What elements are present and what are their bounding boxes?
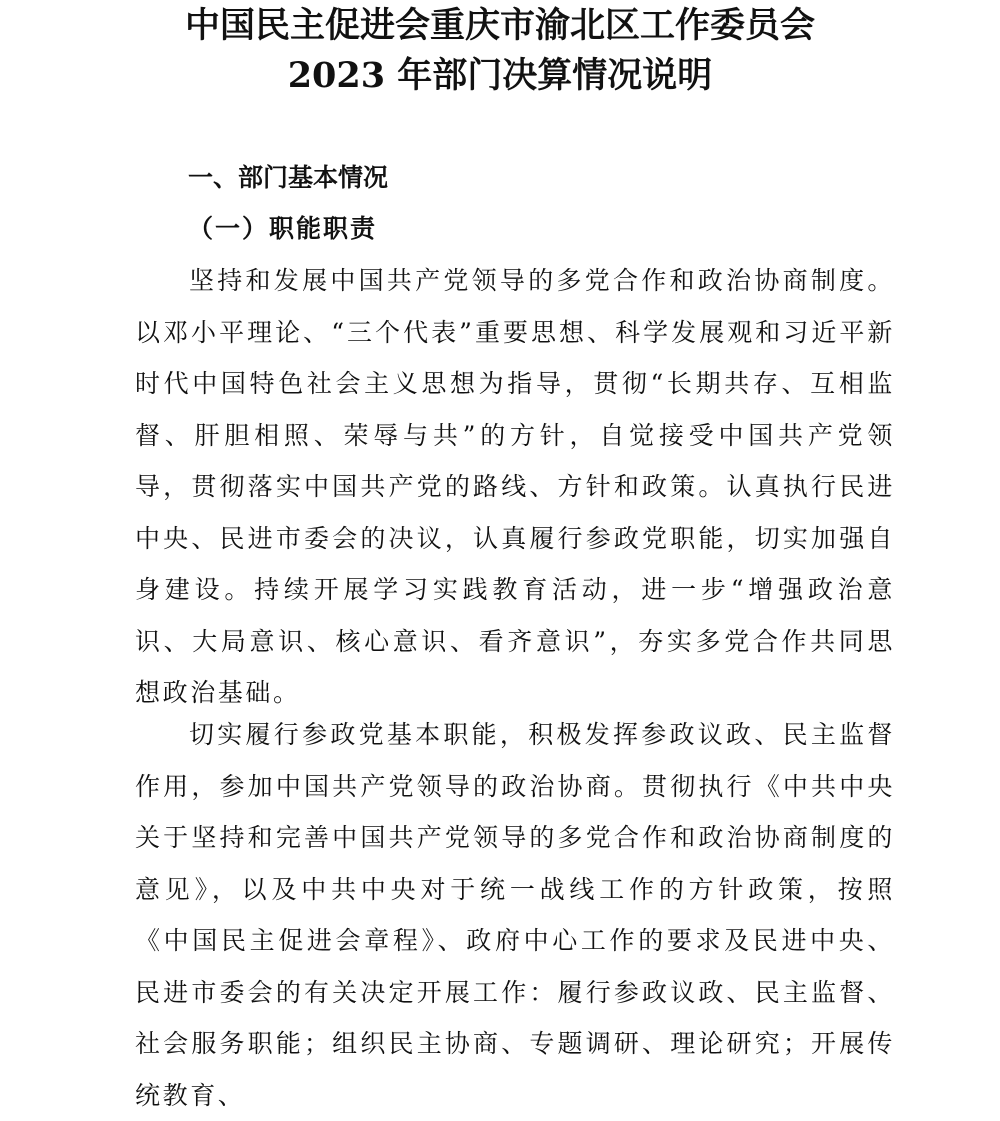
subsection-heading-functions: （一）职能职责 xyxy=(188,214,378,243)
body-paragraph-2: 切实履行参政党基本职能，积极发挥参政议政、民主监督作用，参加中国共产党领导的政治协商。贯彻执行《中共中央关于坚持和完善中国共产党领导的多党合作和政治协商制度的意见》，以及中共中央对于统一战线工作的方针政策，按照《中国民主促进会章程》、政府中心工作的要求及民进中央、民进市委会的有关决定开展工作：履行参政议政、民主监督、社会服务职能；组织民主协商、专题调研、理论研究；开展传统教育、 xyxy=(135,720,895,1110)
body-paragraph-1: 坚持和发展中国共产党领导的多党合作和政治协商制度。以邓小平理论、“三个代表”重要思想、科学发展观和习近平新时代中国特色社会主义思想为指导，贯彻“长期共存、互相监督、肝胆相照、荣辱与共”的方针，自觉接受中国共产党领导，贯彻落实中国共产党的路线、方针和政策。认真执行民进中央、民进市委会的决议，认真履行参政党职能，切实加强自身建设。持续开展学习实践教育活动，进一步“增强政治意识、大局意识、核心意识、看齐意识”，夯实多党合作共同思想政治基础。 xyxy=(135,266,895,707)
document-title-line-2: 2023 年部门决算情况说明 xyxy=(287,55,713,96)
document-title-line-1: 中国民主促进会重庆市渝北区工作委员会 xyxy=(184,5,815,46)
section-heading-basic-info: 一、部门基本情况 xyxy=(188,163,389,192)
